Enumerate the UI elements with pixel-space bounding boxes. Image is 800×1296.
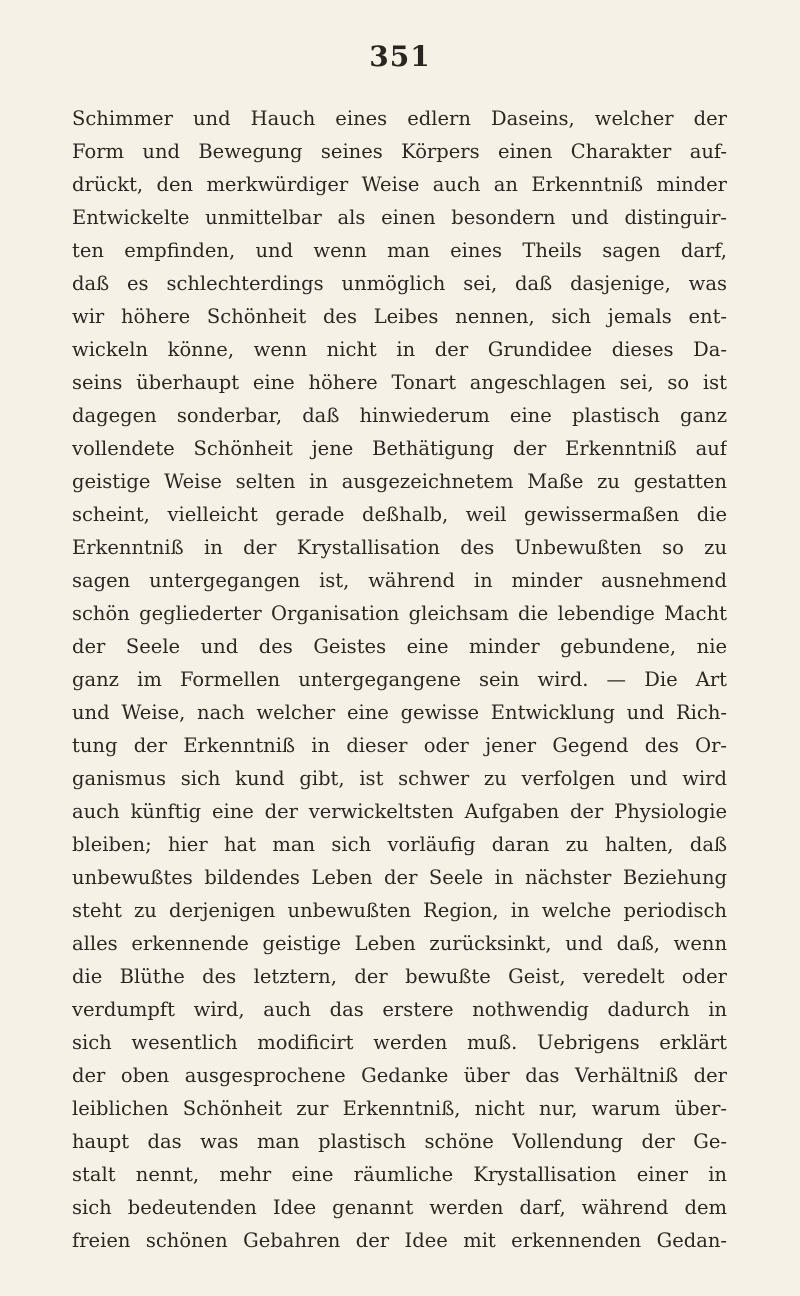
text-line: stalt nennt, mehr eine räumliche Krystallisation einer in bbox=[72, 1163, 727, 1186]
text-line: bleiben; hier hat man sich vorläufig daran zu halten, daß bbox=[72, 833, 727, 856]
text-line: haupt das was man plastisch schöne Vollendung der Ge- bbox=[72, 1130, 727, 1153]
text-line: sich bedeutenden Idee genannt werden darf, während dem bbox=[72, 1196, 727, 1219]
text-line: der oben ausgesprochene Gedanke über das Verhältniß der bbox=[72, 1064, 727, 1087]
text-line: drückt, den merkwürdiger Weise auch an Erkenntniß minder bbox=[72, 173, 727, 196]
text-line: tung der Erkenntniß in dieser oder jener Gegend des Or- bbox=[72, 734, 727, 757]
text-line: dagegen sonderbar, daß hinwiederum eine plastisch ganz bbox=[72, 404, 727, 427]
text-line: die Blüthe des letztern, der bewußte Geist, veredelt oder bbox=[72, 965, 727, 988]
text-line: ten empfinden, und wenn man eines Theils sagen darf, bbox=[72, 239, 727, 262]
text-line: geistige Weise selten in ausgezeichnetem Maße zu gestatten bbox=[72, 470, 727, 493]
text-line: und Weise, nach welcher eine gewisse Entwicklung und Rich- bbox=[72, 701, 727, 724]
text-line: steht zu derjenigen unbewußten Region, in welche periodisch bbox=[72, 899, 727, 922]
body-text bbox=[72, 102, 727, 1257]
text-line: daß es schlechterdings unmöglich sei, daß dasjenige, was bbox=[72, 272, 727, 295]
text-line: wickeln könne, wenn nicht in der Grundidee dieses Da- bbox=[72, 338, 727, 361]
text-line: vollendete Schönheit jene Bethätigung der Erkenntniß auf bbox=[72, 437, 727, 460]
text-line: Erkenntniß in der Krystallisation des Unbewußten so zu bbox=[72, 536, 727, 559]
text-line: verdumpft wird, auch das erstere nothwendig dadurch in bbox=[72, 998, 727, 1021]
text-line: sich wesentlich modificirt werden muß. Uebrigens erklärt bbox=[72, 1031, 727, 1054]
text-line: wir höhere Schönheit des Leibes nennen, sich jemals ent- bbox=[72, 305, 727, 328]
text-line: alles erkennende geistige Leben zurücksinkt, und daß, wenn bbox=[72, 932, 727, 955]
text-line: Schimmer und Hauch eines edlern Daseins, welcher der bbox=[72, 107, 727, 130]
text-line: Form und Bewegung seines Körpers einen Charakter auf- bbox=[72, 140, 727, 163]
text-line: ganz im Formellen untergegangene sein wird. — Die Art bbox=[72, 668, 727, 691]
text-line: Entwickelte unmittelbar als einen besondern und distinguir- bbox=[72, 206, 727, 229]
text-line: freien schönen Gebahren der Idee mit erkennenden Gedan- bbox=[72, 1229, 727, 1252]
text-line: seins überhaupt eine höhere Tonart angeschlagen sei, so ist bbox=[72, 371, 727, 394]
text-line: der Seele und des Geistes eine minder gebundene, nie bbox=[72, 635, 727, 658]
page-number: 351 bbox=[369, 40, 431, 73]
text-line: auch künftig eine der verwickeltsten Aufgaben der Physiologie bbox=[72, 800, 727, 823]
text-line: schön gegliederter Organisation gleichsam die lebendige Macht bbox=[72, 602, 727, 625]
text-line: scheint, vielleicht gerade deßhalb, weil gewissermaßen die bbox=[72, 503, 727, 526]
text-line: ganismus sich kund gibt, ist schwer zu verfolgen und wird bbox=[72, 767, 727, 790]
text-line: leiblichen Schönheit zur Erkenntniß, nicht nur, warum über- bbox=[72, 1097, 727, 1120]
text-line: sagen untergegangen ist, während in minder ausnehmend bbox=[72, 569, 727, 592]
text-line: unbewußtes bildendes Leben der Seele in nächster Beziehung bbox=[72, 866, 727, 889]
